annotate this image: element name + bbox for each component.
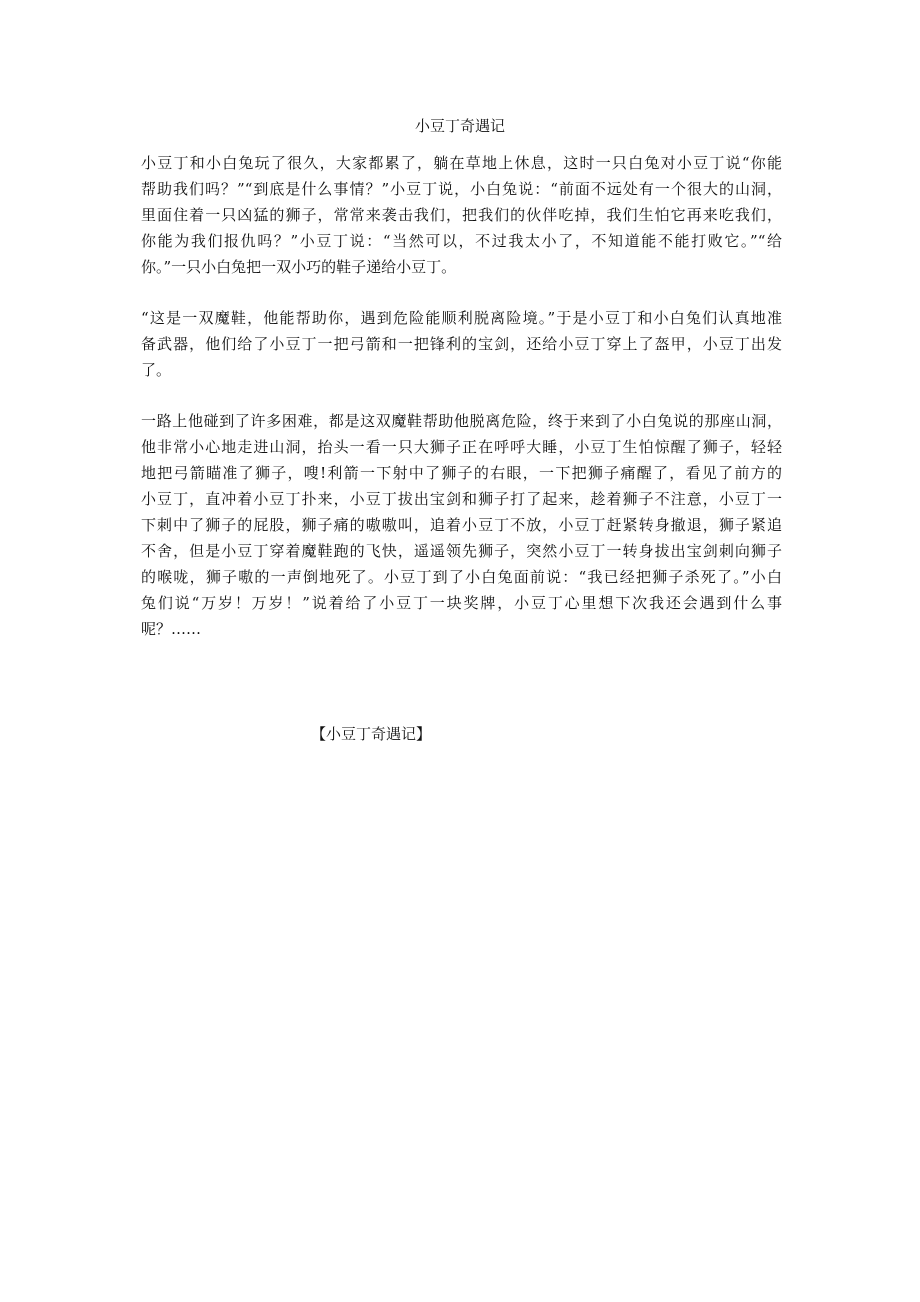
text-line: 的喉咙，狮子嗷的一声倒地死了。小豆丁到了小白兔面前说：“我已经把狮子杀死了。”小白: [141, 568, 782, 586]
text-line: 下刺中了狮子的屁股，狮子痛的嗷嗷叫，追着小豆丁不放，小豆丁赶紧转身撤退，狮子紧追: [141, 516, 782, 534]
text-line: 你。”一只小白兔把一双小巧的鞋子递给小豆丁。: [141, 258, 457, 276]
text-line: 他非常小心地走进山洞，抬头一看一只大狮子正在呼呼大睡，小豆丁生怕惊醒了狮子，轻轻: [141, 438, 782, 456]
text-line: 兔们说“万岁！万岁！”说着给了小豆丁一块奖牌，小豆丁心里想下次我还会遇到什么事: [141, 594, 782, 612]
text-line: “这是一双魔鞋，他能帮助你，遇到危险能顺利脱离险境。”于是小豆丁和小白兔们认真地准: [141, 309, 782, 327]
text-line: 你能为我们报仇吗？”小豆丁说：“当然可以，不过我太小了，不知道能不能打败它。”“给: [141, 232, 782, 250]
paragraph-3: [141, 408, 782, 642]
paragraph-2: [141, 305, 782, 383]
text-line: 了。: [141, 361, 172, 379]
footer-title: 【小豆丁奇遇记】: [311, 725, 432, 743]
paragraph-1: [141, 150, 782, 280]
text-line: 小豆丁和小白兔玩了很久，大家都累了，躺在草地上休息，这时一只白兔对小豆丁说“你能: [141, 154, 782, 172]
text-line: 地把弓箭瞄准了狮子，嗖!利箭一下射中了狮子的右眼，一下把狮子痛醒了，看见了前方的: [141, 464, 782, 482]
document-title: 小豆丁奇遇记: [414, 117, 505, 135]
text-line: 不舍，但是小豆丁穿着魔鞋跑的飞快，遥遥领先狮子，突然小豆丁一转身拔出宝剑刺向狮子: [141, 542, 782, 560]
text-line: 小豆丁，直冲着小豆丁扑来，小豆丁拔出宝剑和狮子打了起来，趁着狮子不注意，小豆丁一: [141, 490, 782, 508]
text-line: 一路上他碰到了许多困难，都是这双魔鞋帮助他脱离危险，终于来到了小白兔说的那座山洞，: [141, 412, 782, 430]
text-line: 呢？……: [141, 620, 202, 638]
text-line: 帮助我们吗？”“到底是什么事情？”小豆丁说，小白兔说：“前面不远处有一个很大的山洞，: [141, 180, 782, 198]
text-line: 备武器，他们给了小豆丁一把弓箭和一把锋利的宝剑，还给小豆丁穿上了盔甲，小豆丁出发: [141, 335, 782, 353]
text-line: 里面住着一只凶猛的狮子，常常来袭击我们，把我们的伙伴吃掉，我们生怕它再来吃我们，: [141, 206, 782, 224]
